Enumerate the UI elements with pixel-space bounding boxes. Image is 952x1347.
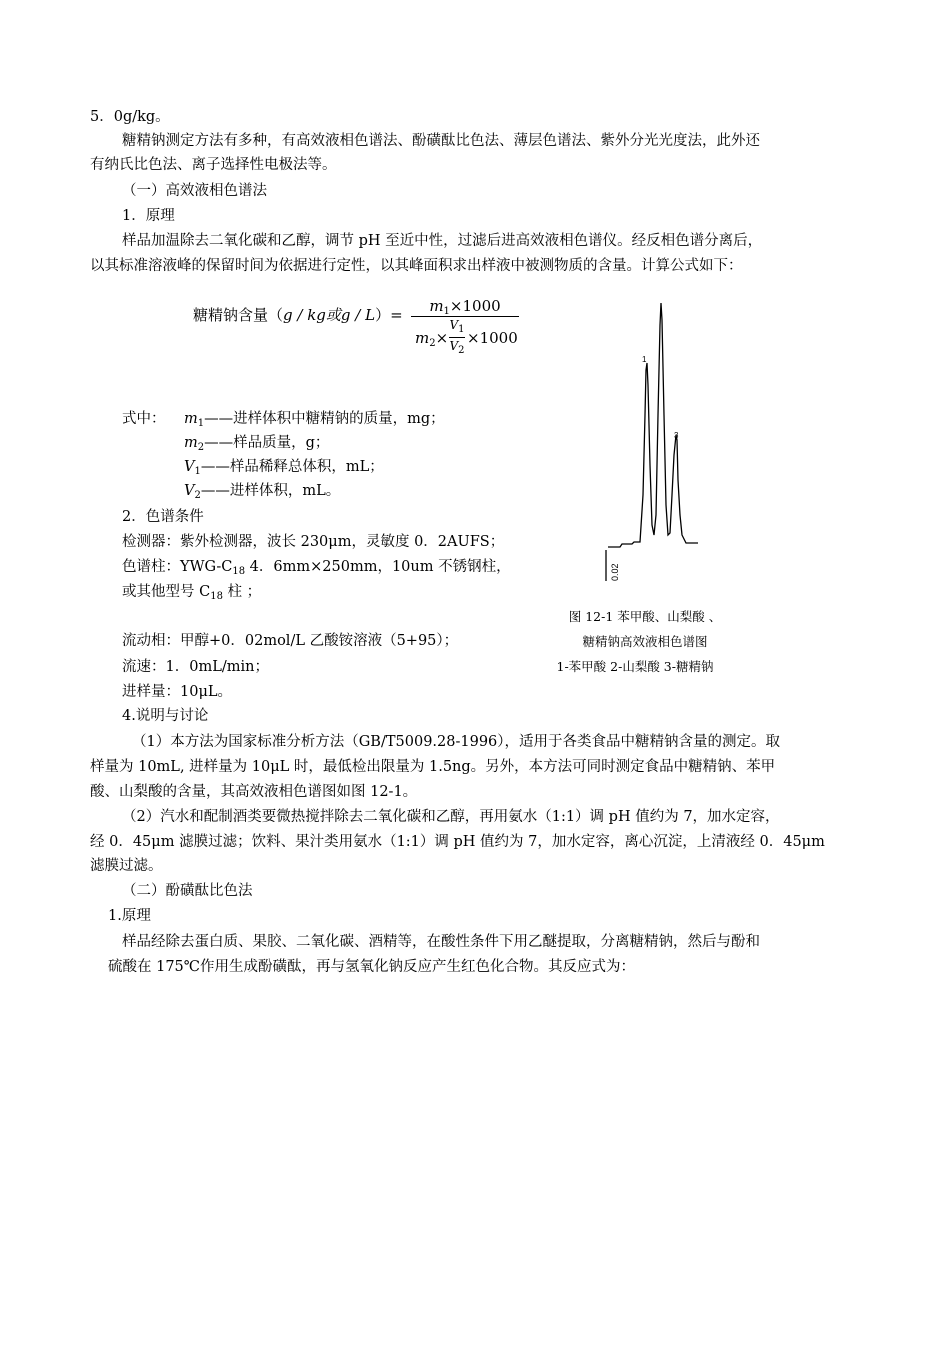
paragraph-line: 糖精钠测定方法有多种，有高效液相色谱法、酚磺酞比色法、薄层色谱法、紫外分光光度法，此外还 — [122, 133, 760, 149]
text-line: 检测器：紫外检测器，波长 230μm，灵敏度 0．2AUFS； — [122, 534, 505, 550]
numerator-rest: ×1000 — [449, 297, 501, 315]
text-line: 流速：1．0mL/min； — [122, 659, 269, 675]
formula-fraction — [411, 296, 519, 363]
paragraph-line: 样量为 10mL, 进样量为 10μL 时，最低检出限量为 1.5ng。另外，本方法可同时测定食品中糖精钠、苯甲 — [90, 759, 776, 775]
inner-numerator-subscript: 1 — [458, 324, 465, 335]
definition-row — [184, 432, 329, 459]
chromatogram-figure — [590, 295, 730, 595]
subsection-heading: 1.原理 — [108, 908, 151, 924]
section-heading: （一）高效液相色谱法 — [122, 183, 267, 199]
inner-denominator — [449, 338, 465, 359]
text-segment: 4．6mm×250mm，10um 不锈钢柱， — [245, 559, 511, 575]
denominator-symbol: m — [415, 329, 430, 347]
formula-label: 糖精钠含量（ — [193, 306, 284, 324]
paragraph-line: （1）本方法为国家标准分析方法（GB/T5009.28-1996），适用于各类食品中糖精钠含量的测定。取 — [132, 734, 781, 750]
definition-subscript: 2 — [194, 490, 201, 501]
paragraph-line: 样品经除去蛋白质、果胶、二氧化碳、酒精等，在酸性条件下用乙醚提取，分离糖精钠，然后与酚和 — [122, 934, 760, 950]
denominator-times: × — [435, 329, 449, 347]
definition-text: ——进样体积中糖精钠的质量，mg； — [204, 411, 445, 427]
paragraph-line: 有纳氏比色法、离子选择性电极法等。 — [90, 157, 337, 173]
definition-row — [184, 456, 384, 483]
figure-caption: 图 12-1 苯甲酸、山梨酸 、 — [568, 609, 722, 624]
formula-denominator — [411, 317, 519, 363]
paragraph-line: 酸、山梨酸的含量，其高效液相色谱图如图 12-1。 — [90, 784, 418, 800]
subsection-heading: 1．原理 — [122, 208, 175, 224]
inner-denominator-symbol: V — [449, 339, 459, 353]
text-segment: 色谱柱：YWG-C — [122, 559, 233, 575]
paragraph-line: 经 0．45μm 滤膜过滤；饮料、果汁类用氨水（1:1）调 pH 值约为 7，加水定容，离心沉淀，上清液经 0．45μm — [90, 834, 825, 850]
formula-lhs — [193, 304, 403, 325]
scale-label: 0.02 — [610, 563, 620, 581]
definition-row — [184, 408, 445, 435]
numerator-subscript: 1 — [443, 306, 450, 317]
inner-numerator — [449, 317, 465, 338]
inner-numerator-symbol: V — [449, 318, 459, 332]
subsection-heading: 4.说明与讨论 — [122, 708, 209, 724]
text-line: 5．0g/kg。 — [90, 109, 170, 125]
paragraph-line: 样品加温除去二氧化碳和乙醇，调节 pH 至近中性，过滤后进高效液相色谱仪。经反相色谱分离后， — [122, 233, 763, 249]
definition-text: ——进样体积，mL。 — [200, 483, 341, 499]
text-line — [122, 556, 511, 583]
text-segment: 或其他型号 C — [122, 584, 211, 600]
section-heading: （二）酚磺酞比色法 — [122, 883, 253, 899]
definition-symbol: V — [184, 483, 195, 499]
figure-caption: 糖精钠高效液相色谱图 — [582, 634, 708, 649]
denominator-subscript: 2 — [429, 338, 436, 349]
text-subscript: 18 — [210, 591, 223, 602]
definition-subscript: 1 — [194, 466, 201, 477]
text-subscript: 18 — [232, 566, 246, 577]
text-line: 流动相：甲醇+0．02mol/L 乙酸铵溶液（5+95）； — [122, 633, 459, 649]
figure-legend: 1-苯甲酸 2-山梨酸 3-糖精钠 — [556, 659, 714, 674]
formula-numerator — [411, 296, 519, 316]
inner-denominator-subscript: 2 — [458, 345, 465, 356]
formula-unit: g / kg或g / L — [283, 306, 376, 324]
chromatogram-trace — [608, 303, 698, 547]
paragraph-line: 以其标准溶液峰的保留时间为依据进行定性，以其峰面积求出样液中被测物质的含量。计算公式如下： — [90, 258, 743, 274]
denominator-rest: ×1000 — [467, 329, 518, 347]
definition-symbol: m — [184, 411, 198, 427]
text-line: 进样量：10μL。 — [122, 684, 233, 700]
definition-symbol: V — [184, 459, 195, 475]
definition-text: ——样品质量，g； — [204, 435, 330, 451]
paragraph-line: 硫酸在 175℃作用生成酚磺酞，再与氢氧化钠反应产生红色化合物。其反应式为： — [108, 959, 636, 975]
formula-equals: ）= — [375, 306, 403, 324]
text-line — [122, 581, 261, 608]
definition-text: ——样品稀释总体积，mL； — [200, 459, 384, 475]
definition-subscript: 2 — [197, 442, 205, 453]
definition-row — [184, 480, 340, 507]
paragraph-line: 滤膜过滤。 — [90, 858, 163, 874]
inner-fraction — [449, 317, 465, 359]
subsection-heading: 2．色谱条件 — [122, 509, 204, 525]
peak-label-3: 3 — [674, 431, 679, 440]
numerator-symbol: m — [429, 297, 444, 315]
definition-symbol: m — [184, 435, 198, 451]
formula — [193, 296, 533, 368]
text-segment: 柱 ； — [222, 584, 262, 600]
definition-subscript: 1 — [197, 418, 205, 429]
denominator-m — [415, 329, 448, 349]
peak-label-1: 1 — [642, 355, 647, 364]
definition-lead: 式中： — [122, 411, 166, 427]
paragraph-line: （2）汽水和配制酒类要微热搅拌除去二氧化碳和乙醇，再用氨水（1:1）调 pH 值约为 7，加水定容， — [122, 809, 780, 825]
